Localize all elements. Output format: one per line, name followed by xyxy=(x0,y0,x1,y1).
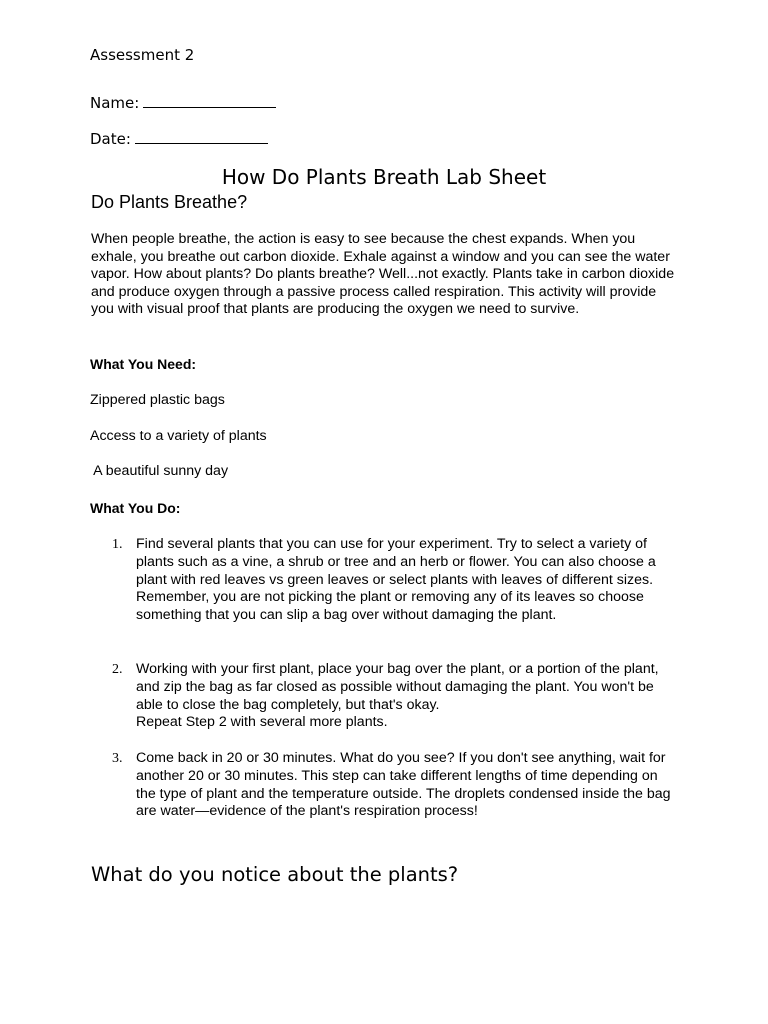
step-number: 1. xyxy=(112,537,123,552)
date-blank xyxy=(135,129,268,144)
name-blank xyxy=(143,93,276,108)
question-heading: What do you notice about the plants? xyxy=(91,863,459,886)
need-item: Access to a variety of plants xyxy=(90,428,267,444)
step-number: 3. xyxy=(112,751,123,766)
step-text: Find several plants that you can use for your experiment. Try to select a variety of plants such as a vine, a shrub or tree and an herb or flower. You can also choose a plant with red leaves vs green leaves or select plants with leaves of different sizes. Remember, you are not picking the plant or removing any of its leaves so choose something that you can slip a bag over without damaging the plant. xyxy=(136,536,656,624)
section-heading: Do Plants Breathe? xyxy=(91,192,248,212)
step-number: 2. xyxy=(112,662,123,677)
date-line xyxy=(90,129,268,148)
step-text: Come back in 20 or 30 minutes. What do you see? If you don't see anything, wait for another 20 or 30 minutes. This step can take different lengths of time depending on the type of plant and the temperature outside. The droplets condensed inside the bag are water—evidence of the plant's respiration process! xyxy=(136,750,671,820)
do-heading: What You Do: xyxy=(90,500,181,516)
need-item: Zippered plastic bags xyxy=(90,392,225,408)
need-heading: What You Need: xyxy=(90,356,197,372)
name-label: Name: xyxy=(90,94,140,112)
date-label: Date: xyxy=(90,130,131,148)
need-item: A beautiful sunny day xyxy=(90,463,229,479)
assessment-label: Assessment 2 xyxy=(90,46,195,64)
name-line xyxy=(90,93,276,112)
step-extra: Repeat Step 2 with several more plants. xyxy=(136,714,388,730)
intro-paragraph: When people breathe, the action is easy to see because the chest expands. When you exhale, you breathe out carbon dioxide. Exhale against a window and you can see the water vapor. How about plants? Do plants breathe? Well...not exactly. Plants take in carbon dioxide and produce oxygen through a passive process called respiration. This activity will provide you with visual proof that plants are producing the oxygen we need to survive. xyxy=(91,231,675,318)
step-text: Working with your first plant, place your bag over the plant, or a portion of the plant, and zip the bag as far closed as possible without damaging the plant. You won't be able to close the bag completely, but that's okay. xyxy=(136,661,659,713)
page-title: How Do Plants Breath Lab Sheet xyxy=(221,165,547,189)
